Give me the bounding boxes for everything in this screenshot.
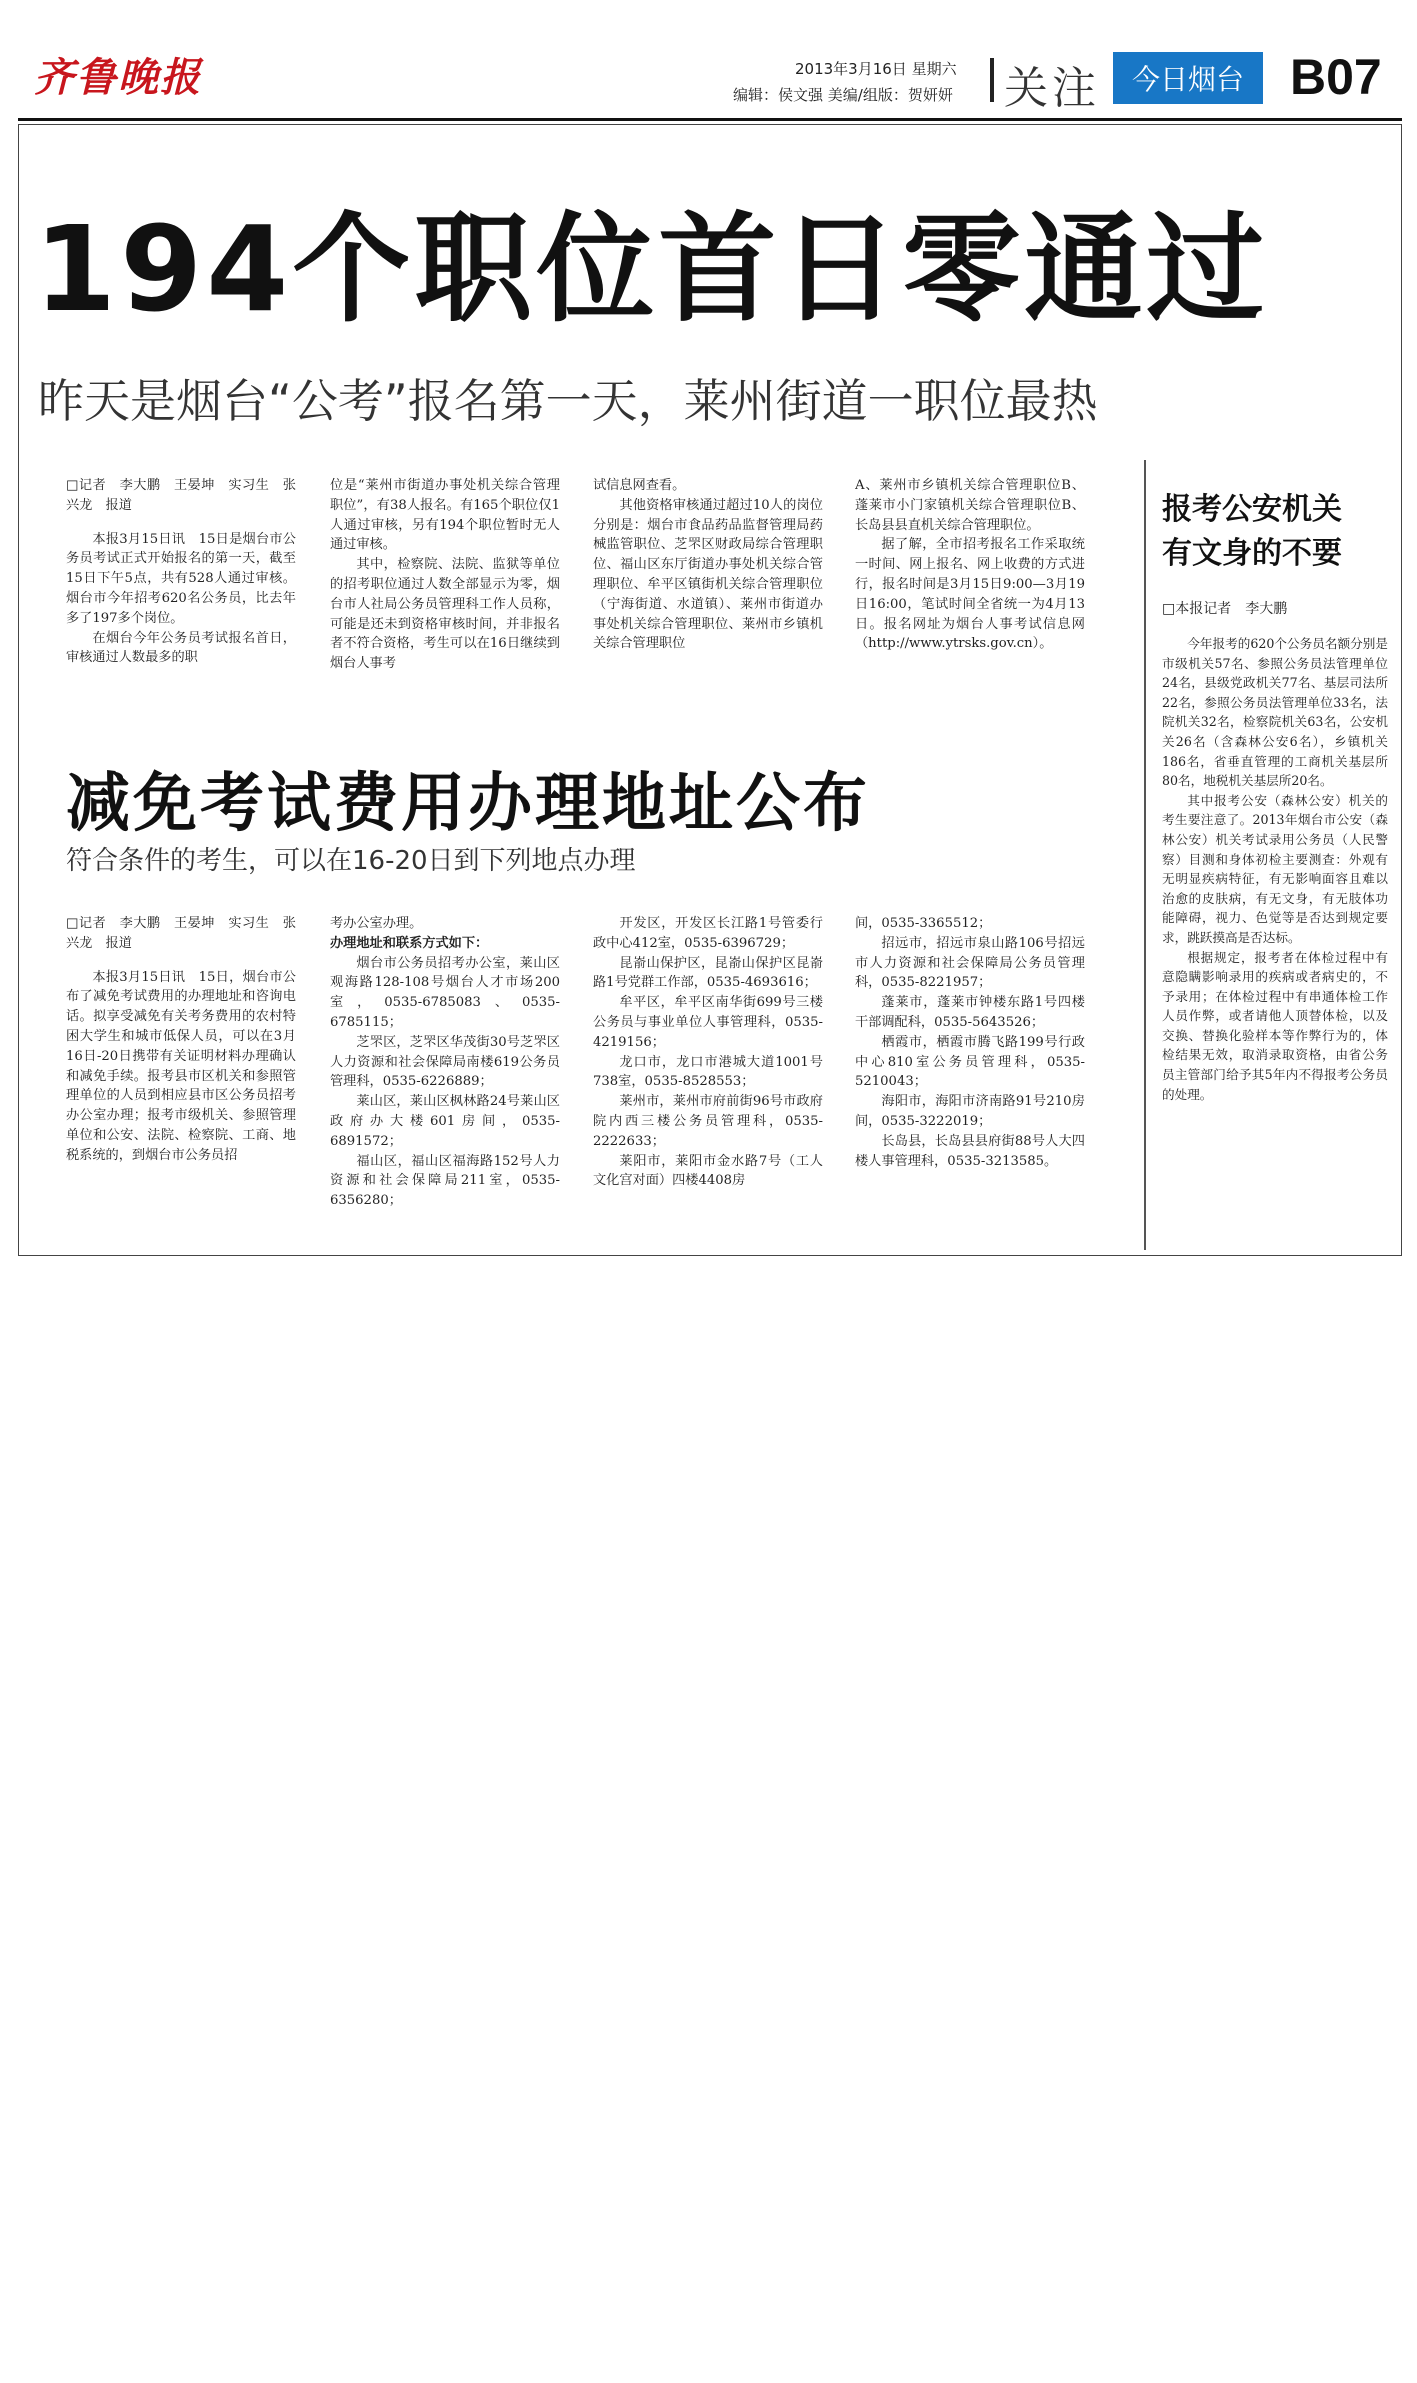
sidebar-headline-line: 有文身的不要 [1162,536,1342,571]
address-item: 莱州市，莱州市府前街96号市政府院内西三楼公务员管理科，0535-2222633； [593,1094,823,1149]
second-headline: 减免考试费用办理地址公布 [66,767,870,841]
address-item: 长岛县，长岛县县府街88号人大四楼人事管理科，0535-3213585。 [855,1133,1085,1169]
main-headline: 194个职位首日零通过 [34,200,1269,338]
address-item: 烟台市公务员招考办公室，莱山区观海路128-108号烟台人才市场200室，0535-6785083、0535-6785115； [330,955,560,1030]
article1-column-2 [330,476,560,706]
second-subheadline: 符合条件的考生，可以在16-20日到下列地点办理 [66,846,636,876]
newspaper-logo: 齐鲁晚报 [34,54,202,101]
article1-paragraph: 本报3月15日讯 15日是烟台市公务员考试正式开始报名的第一天，截至15日下午5点，共有528人通过审核。烟台市今年招考620名公务员，比去年多了197多个岗位。 [66,531,296,626]
article1-byline: □记者 李大鹏 王晏坤 实习生 张兴龙 报道 [66,478,296,513]
address-item: 牟平区，牟平区南华街699号三楼公务员与事业单位人事管理科，0535-4219156； [593,995,823,1050]
sidebar-paragraph: 其中报考公安（森林公安）机关的考生要注意了。2013年烟台市公安（森林公安）机关考试录用公务员（人民警察）目测和身体初检主要测查：外观有无明显疾病特征，有无影响面容且难以治愈的皮肤病，有无文身，有无肢体功能障碍，视力、色觉等是否达到规定要求，跳跃摸高是否达标。 [1162,792,1388,945]
article1-paragraph: 据了解，全市招考报名工作采取统一时间、网上报名、网上收费的方式进行，报名时间是3月15日9:00—3月19日16:00，笔试时间全省统一为4月13日。报名网址为烟台人事考试信息网（http://www.ytrsks.gov.cn）。 [855,537,1085,652]
sidebar-divider [1144,460,1146,1250]
address-item: 莱阳市，莱阳市金水路7号（工人文化宫对面）四楼4408房 [593,1153,823,1189]
article2-column-1 [66,914,296,1254]
article2-column-3 [593,914,823,1254]
address-item: 间，0535-3365512； [855,916,992,931]
article2-paragraph: 本报3月15日讯 15日，烟台市公布了减免考试费用的办理地址和咨询电话。拟享受减免有关考务费用的农村特困大学生和城市低保人员，可以在3月16日-20日携带有关证明材料办理确认和减免手续。报考县市区机关和参照管理单位的人员到相应县市区公务员招考办公室办理；报考市级机关、参照管理单位和公安、法院、检察院、工商、地税系统的，到烟台市公务员招 [66,969,296,1163]
article1-column-4 [855,476,1085,706]
address-item: 芝罘区，芝罘区华茂街30号芝罘区人力资源和社会保障局南楼619公务员管理科，0535-6226889； [330,1034,560,1090]
section-title: 关注 [1004,63,1100,114]
sidebar-headline-line: 报考公安机关 [1162,492,1342,527]
address-item: 龙口市，龙口市港城大道1001号738室，0535-8528553； [593,1054,823,1090]
address-item: 开发区，开发区长江路1号管委行政中心412室，0535-6396729； [593,916,823,951]
address-item: 昆嵛山保护区，昆嵛山保护区昆嵛路1号党群工作部，0535-4693616； [593,955,823,991]
page-number: B07 [1290,49,1382,105]
article2-column-4 [855,914,1085,1254]
article1-column-3 [593,476,823,706]
sidebar-byline: □本报记者 李大鹏 [1162,601,1288,617]
sidebar-headline [1162,488,1392,576]
article2-byline: □记者 李大鹏 王晏坤 实习生 张兴龙 报道 [66,916,296,951]
article1-paragraph: 其中，检察院、法院、监狱等单位的招考职位通过人数全部显示为零，烟台市人社局公务员管理科工作人员称，可能是还未到资格审核时间，并非报名者不符合资格，考生可以在16日继续到烟台人事考 [330,557,560,672]
sidebar-paragraph: 根据规定，报考者在体检过程中有意隐瞒影响录用的疾病或者病史的，不予录用；在体检过程中有串通体检工作人员作弊，或者请他人顶替体检，以及交换、替换化验样本等作弊行为的，体检结果无效，取消录取资格，由省公务员主管部门给予其5年内不得报考公务员的处理。 [1162,949,1388,1102]
editor-line: 编辑：侯文强 美编/组版：贺妍妍 [733,86,953,104]
sidebar-paragraph: 今年报考的620个公务员名额分别是市级机关57名、参照公务员法管理单位24名，县级党政机关77名、基层司法所22名，参照公务员法管理单位33名，法院机关32名，检察院机关63名，公安机关26名（含森林公安6名），乡镇机关186名，省垂直管理的工商机关基层所80名，地税机关基层所20名。 [1162,636,1388,789]
article1-paragraph: 试信息网查看。 [593,478,686,493]
article1-paragraph: 其他资格审核通过超过10人的岗位分别是：烟台市食品药品监督管理局药械监管职位、芝罘区财政局综合管理职位、福山区东厅街道办事处机关综合管理职位、牟平区镇街机关综合管理职位（宁海街道、水道镇）、莱州市街道办事处机关综合管理职位、莱州市乡镇机关综合管理职位 [593,497,823,652]
section-tag: 今日烟台 [1113,52,1263,104]
masthead-rule [18,118,1402,121]
address-item: 招远市，招远市泉山路106号招远市人力资源和社会保障局公务员管理科，0535-8221957； [855,935,1085,991]
article1-paragraph: 位是“莱州市街道办事处机关综合管理职位”，有38人报名。有165个职位仅1人通过审核，另有194个职位暂时无人通过审核。 [330,478,560,553]
main-subheadline: 昨天是烟台“公考”报名第一天，莱州街道一职位最热 [38,374,1098,428]
article1-paragraph: 在烟台今年公务员考试报名首日，审核通过人数最多的职 [66,630,296,666]
address-list-label: 办理地址和联系方式如下： [330,935,489,951]
address-item: 栖霞市，栖霞市腾飞路199号行政中心810室公务员管理科，0535-5210043； [855,1034,1085,1090]
article2-column-2 [330,914,560,1254]
address-item: 福山区，福山区福海路152号人力资源和社会保障局211室，0535-6356280； [330,1153,560,1209]
address-item: 海阳市，海阳市济南路91号210房间，0535-3222019； [855,1094,1085,1129]
masthead-divider [990,58,994,102]
article1-paragraph: A、莱州市乡镇机关综合管理职位B、蓬莱市小门家镇机关综合管理职位B、长岛县县直机关综合管理职位。 [855,478,1085,533]
date-line: 2013年3月16日 星期六 [795,60,957,78]
sidebar-body [1162,634,1388,1246]
address-item: 莱山区，莱山区枫林路24号莱山区政府办大楼601房间，0535-6891572； [330,1094,560,1149]
address-item: 蓬莱市，蓬莱市钟楼东路1号四楼干部调配科，0535-5643526； [855,995,1085,1030]
article2-paragraph: 考办公室办理。 [330,916,423,931]
article1-column-1 [66,476,296,706]
